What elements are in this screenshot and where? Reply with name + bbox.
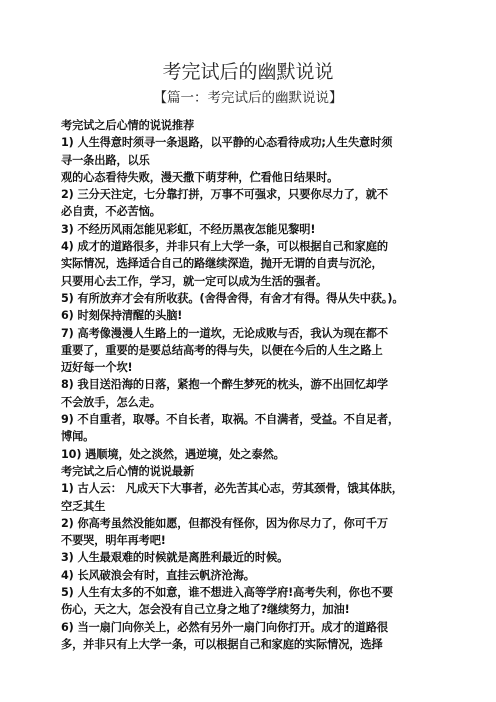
body-line: 1) 古人云： 凡成天下大事者，必先苦其心志，劳其颈骨，饿其体肤， — [61, 482, 403, 496]
document-subtitle: 【篇一：考完试后的幽默说说】 — [153, 90, 343, 106]
body-line: 4) 长风破浪会有时，直挂云帆济沧海。 — [61, 568, 255, 582]
body-line: 伤心，天之大，怎会没有自己立身之地了?继续努力，加油! — [61, 603, 350, 617]
body-line: 空乏其生 — [61, 499, 106, 513]
body-line: 3) 人生最艰难的时候就是离胜利最近的时候。 — [61, 551, 289, 565]
body-line: 7) 高考像漫漫人生路上的一道坎，无论成败与否，我认为现在都不 — [61, 326, 388, 340]
body-line: 5) 有所放弃才会有所收获。(舍得舍得，有舍才有得。得从失中获。)。 — [61, 291, 404, 305]
body-line: 只要用心去工作，学习，就一定可以成为生活的强者。 — [61, 274, 328, 288]
body-line: 实际情况，选择适合自己的路继续深造，抛开无谓的自责与沉沦， — [61, 257, 383, 271]
document-title: 考完试后的幽默说说 — [162, 61, 334, 83]
body-line: 必自责，不必苦恼。 — [61, 205, 161, 219]
body-line: 4) 成才的道路很多，并非只有上大学一条，可以根据自己和家庭的 — [61, 240, 388, 254]
body-line: 2) 三分天注定，七分靠打拼，万事不可强求，只要你尽力了，就不 — [61, 188, 388, 202]
body-line: 不会放手，怎么走。 — [61, 395, 161, 409]
body-line: 观的心态看待失败，漫天撒下萌芽种，伫看他日结果时。 — [61, 170, 339, 184]
body-line: 1) 人生得意时须寻一条退路，以平静的心态看待成功;人生失意时须 — [61, 136, 393, 150]
body-line: 3) 不经历风雨怎能见彩虹，不经历黑夜怎能见黎明! — [61, 222, 316, 236]
body-line: 6) 时刻保持清醒的头脑! — [61, 309, 183, 323]
body-line: 6) 当一扇门向你关上，必然有另外一扇门向你打开。成才的道路很 — [61, 620, 388, 634]
body-line: 不要哭，明年再考吧! — [61, 534, 166, 548]
body-line: 多，并非只有上大学一条，可以根据自己和家庭的实际情况，选择 — [61, 637, 383, 651]
body-line: 博闻。 — [61, 430, 95, 444]
document-body — [61, 117, 451, 653]
body-line: 寻一条出路，以乐 — [61, 153, 150, 167]
body-line: 2) 你高考虽然没能如愿，但都没有怪你，因为你尽力了，你可千万 — [61, 516, 388, 530]
body-line: 9) 不自重者，取辱。不自长者，取祸。不自满者，受益。不自足者， — [61, 413, 400, 427]
body-line: 5) 人生有太多的不如意，谁不想进入高等学府!高考失利，你也不要 — [61, 586, 393, 600]
body-line: 考完试之后心情的说说推荐 — [61, 119, 195, 132]
body-line: 8) 我目送沿海的日落，紧抱一个醉生梦死的枕头，游不出回忆却学 — [61, 378, 388, 392]
body-line: 迈好每一个坎! — [61, 361, 133, 375]
body-line: 10) 遇顺境，处之淡然，遇逆境，处之泰然。 — [61, 447, 285, 461]
body-line: 重要了，重要的是要总结高考的得与失，以便在今后的人生之路上 — [61, 343, 383, 357]
body-line: 考完试之后心情的说说最新 — [61, 464, 195, 478]
